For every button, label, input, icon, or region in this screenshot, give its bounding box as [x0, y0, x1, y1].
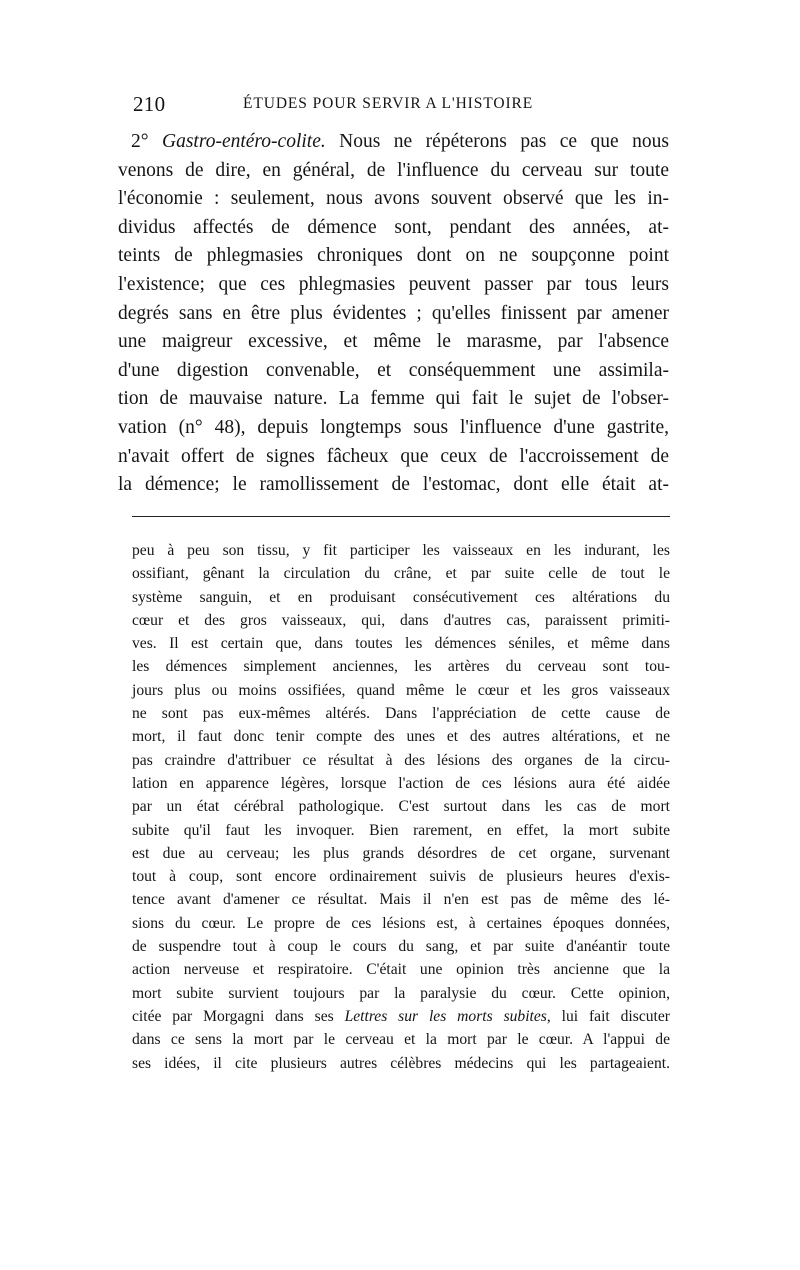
footnote: [132, 539, 670, 1075]
footnote-line: ses idées, il cite plusieurs autres célèbres médecins qui les partageaient.: [132, 1054, 670, 1072]
section-number: 2°: [131, 131, 162, 152]
footnote-line: mort subite survient toujours par la paralysie du cœur. Cette opinion,: [132, 984, 670, 1002]
footnote-line: pas craindre d'attribuer ce résultat à des lésions des organes de la circu-: [132, 751, 670, 769]
footnote-line: cœur et des gros vaisseaux, qui, dans d'autres cas, paraissent primiti-: [132, 611, 670, 629]
footnote-line: tout à coup, sont encore ordinairement suivis de plusieurs heures d'exis-: [132, 868, 670, 886]
main-line-text: Nous ne répéterons pas ce que nous: [325, 131, 669, 152]
main-line: une maigreur excessive, et même le marasme, par l'absence: [118, 331, 669, 353]
footnote-line: [132, 1005, 670, 1028]
main-line: n'avait offert de signes fâcheux que ceux de l'accroissement de: [118, 445, 669, 467]
footnote-line: tence avant d'amener ce résultat. Mais il n'en est pas de même des lé-: [132, 891, 670, 909]
main-line: venons de dire, en général, de l'influence du cerveau sur toute: [118, 159, 669, 181]
footnote-line: les démences simplement anciennes, les artères du cerveau sont tou-: [132, 658, 670, 676]
footnote-line: lation en apparence légères, lorsque l'action de ces lésions aura été aidée: [132, 774, 670, 792]
footnote-line: subite qu'il faut les invoquer. Bien rarement, en effet, la mort subite: [132, 821, 670, 839]
running-head: [133, 92, 668, 122]
footnote-line: ves. Il est certain que, dans toutes les démences séniles, et même dans: [132, 635, 670, 653]
footnote-line: système sanguin, et en produisant consécutivement ces altérations du: [132, 588, 670, 606]
page-number: 210: [133, 92, 166, 116]
main-line: d'une digestion convenable, et conséquemment une assimila-: [118, 359, 669, 381]
footnote-line: mort, il faut donc tenir compte des unes et des autres altérations, et ne: [132, 728, 670, 746]
main-line: [118, 128, 669, 157]
footnote-line: jours plus ou moins ossifiées, quand même le cœur et les gros vaisseaux: [132, 681, 670, 699]
cited-work-title: Lettres sur les morts subites: [344, 1007, 547, 1025]
footnote-text-run: citée par Morgagni dans ses: [132, 1007, 345, 1025]
footnote-rule: [132, 516, 670, 517]
footnote-line: sions du cœur. Le propre de ces lésions est, à certaines époques données,: [132, 914, 670, 932]
footnote-text-run: , lui fait discuter: [546, 1007, 671, 1025]
main-line: degrés sans en être plus évidentes ; qu'elles finissent par amener: [118, 302, 669, 324]
main-paragraph: [118, 128, 669, 500]
running-title: ÉTUDES POUR SERVIR A L'HISTOIRE: [243, 95, 534, 112]
main-line: tion de mauvaise nature. La femme qui fait le sujet de l'obser-: [118, 388, 669, 410]
main-line: l'économie : seulement, nous avons souvent observé que les in-: [118, 188, 669, 210]
footnote-line: ne sont pas eux-mêmes altérés. Dans l'appréciation de cette cause de: [132, 705, 670, 723]
main-line: teints de phlegmasies chroniques dont on ne soupçonne point: [118, 245, 669, 267]
main-line: vation (n° 48), depuis longtemps sous l'influence d'une gastrite,: [118, 416, 669, 438]
footnote-line: est due au cerveau; les plus grands désordres de cet organe, survenant: [132, 844, 670, 862]
section-heading: Gastro-entéro-colite.: [162, 131, 326, 152]
main-line: dividus affectés de démence sont, pendant des années, at-: [118, 216, 669, 238]
main-line: l'existence; que ces phlegmasies peuvent passer par tous leurs: [118, 273, 669, 295]
footnote-line: ossifiant, gênant la circulation du crâne, et par suite celle de tout le: [132, 565, 670, 583]
footnote-line: de suspendre tout à coup le cours du sang, et par suite d'anéantir toute: [132, 938, 670, 956]
footnote-line: par un état cérébral pathologique. C'est surtout dans les cas de mort: [132, 798, 670, 816]
footnote-line: dans ce sens la mort par le cerveau et la mort par le cœur. A l'appui de: [132, 1031, 670, 1049]
main-line: la démence; le ramollissement de l'estomac, dont elle était at-: [118, 474, 669, 496]
footnote-line: action nerveuse et respiratoire. C'était une opinion très ancienne que la: [132, 961, 670, 979]
footnote-line: peu à peu son tissu, y fit participer les vaisseaux en les indurant, les: [132, 542, 670, 559]
